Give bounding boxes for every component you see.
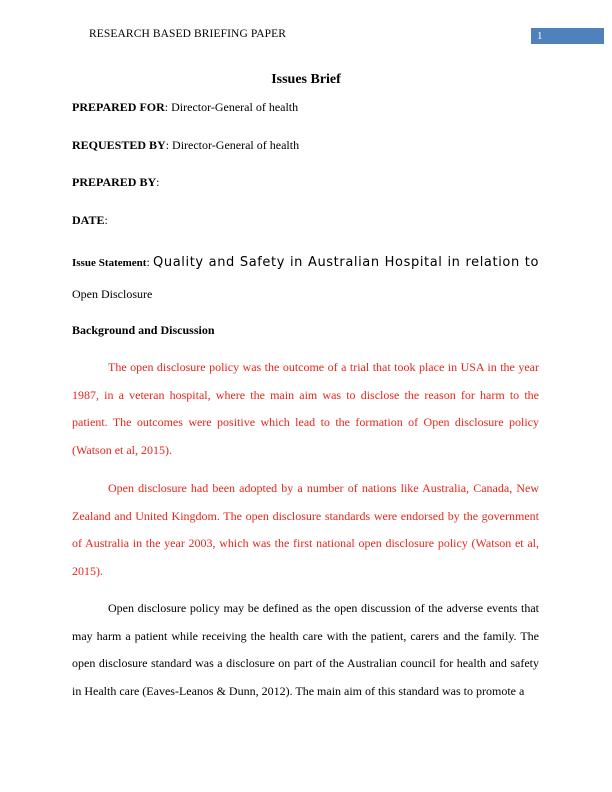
paragraph-2: Open disclosure had been adopted by a number of nations like Australia, Canada, New Zealand and United Kingdom. The open disclosure standards were endorsed by the government of Australia in the year 2003, which was the first national open disclosure policy (Watson et al, 2015). bbox=[72, 481, 539, 578]
issue-statement-main: Quality and Safety in Australian Hospital in relation to bbox=[153, 255, 539, 270]
issue-statement-label: Issue Statement bbox=[72, 257, 147, 269]
requested-by-label: REQUESTED BY bbox=[72, 138, 166, 152]
prepared-by-value: : bbox=[156, 175, 160, 189]
issue-statement-tail: Open Disclosure bbox=[72, 287, 153, 301]
document-title bbox=[0, 72, 612, 88]
running-header-title: RESEARCH BASED BRIEFING PAPER bbox=[89, 28, 287, 40]
prepared-by-line bbox=[72, 175, 159, 190]
document-title-text: Issues Brief bbox=[271, 72, 341, 87]
issue-statement-colon: : bbox=[146, 255, 154, 269]
prepared-by-label: PREPARED BY bbox=[72, 175, 157, 189]
paragraph-1: The open disclosure policy was the outcome of a trial that took place in USA in the year 1987, in a veteran hospital, where the main aim was to disclose the reason for harm to the patient. The outcomes were positive which lead to the formation of Open disclosure policy (Watson et al, 2015). bbox=[72, 360, 539, 457]
prepared-for-label: PREPARED FOR bbox=[72, 100, 165, 114]
page-number-badge: 1 bbox=[531, 28, 604, 44]
paragraph-3: Open disclosure policy may be defined as the open discussion of the adverse events that may harm a patient while receiving the health care with the patient, carers and the family. The open disclosure standard was a disclosure on part of the Australian council for health and safety in Health care (Eaves-Leanos & Dunn, 2012). The main aim of this standard was to promote a bbox=[72, 601, 539, 698]
requested-by-line bbox=[72, 138, 299, 153]
date-value: : bbox=[104, 213, 108, 227]
requested-by-value: : Director-General of health bbox=[165, 138, 300, 152]
date-line bbox=[72, 213, 108, 228]
prepared-for-line bbox=[72, 100, 298, 115]
prepared-for-value: : Director-General of health bbox=[164, 100, 299, 114]
section-heading: Background and Discussion bbox=[72, 323, 215, 337]
date-label: DATE bbox=[72, 213, 105, 227]
issue-statement bbox=[72, 247, 539, 310]
